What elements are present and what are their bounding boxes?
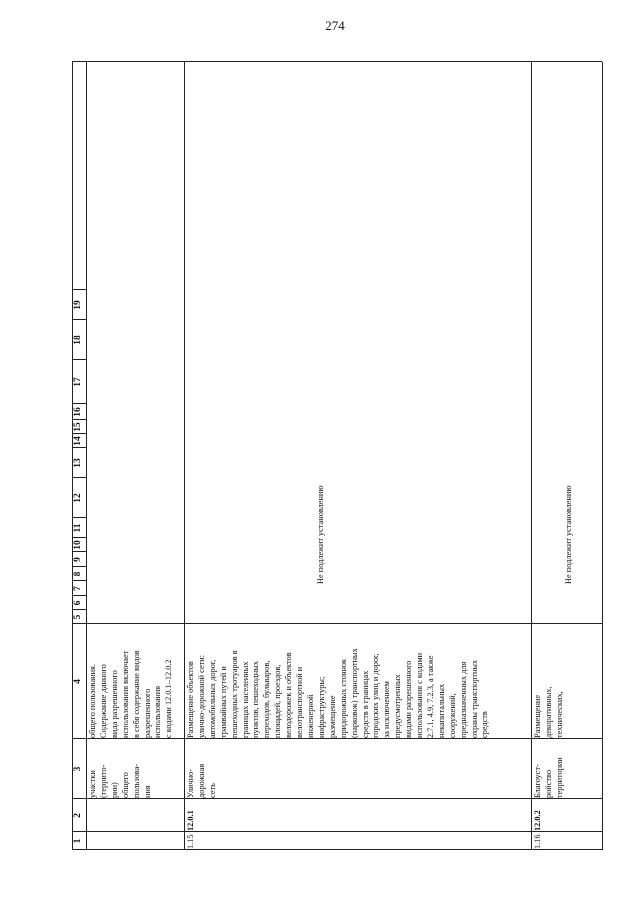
row2-note: Не подлежит установлению [564,485,573,584]
row0-col3: участки (террито- рии) общего пользова- ния [88,763,152,798]
header-number: 3 [73,766,83,772]
header-top-line [72,62,73,850]
header-number: 12 [73,493,83,503]
column-divider [72,738,602,739]
row1-col3: Улично- дорожная сеть [186,763,217,798]
header-number: 9 [73,557,83,562]
row2-col3: Благоуст- ройство территории [533,757,564,798]
header-number: 18 [73,335,83,345]
header-number: 17 [73,377,83,387]
row2-col4: Размещение декоративных, технических, [533,686,564,738]
header-number: 10 [73,540,83,550]
header-number: 1 [73,838,83,844]
row-divider [531,62,532,850]
row-divider [602,62,603,850]
row1-col4: Размещение объектов улично-дорожной сети: автомобильных дорог, трамвайных путей и пешеходных тротуаров в границах населенных пунктов, пешеходных переходов, бульваров, площадей, проездов, велодорожек и объектов велотранспортной и инженерной инфраструктуры; размещение придорожных стоянок (парковок) транспортных средств в границах городских улиц и дорог, за исключением предусмотренных видами разрешенного использования с кодами 2.7.1, 4.9, 7.2.3, а также некапитальных сооружений, предназначенных для охраны транспортных средств [186,648,490,738]
header-number: 14 [73,436,83,446]
header-number: 7 [73,586,83,591]
header-number: 15 [73,422,83,432]
column-divider [72,849,602,850]
row2-col2: 12.0.2 [533,810,542,831]
header-number: 4 [73,679,83,684]
column-divider [72,623,602,624]
page-number: 274 [325,18,345,33]
header-number: 2 [73,813,83,818]
header-number: 16 [73,407,83,417]
column-divider [72,798,602,799]
row-divider [86,62,87,850]
header-number: 5 [73,614,83,620]
column-divider [72,831,602,832]
column-divider [72,61,602,62]
row1-note: Не подлежит установлению [316,485,325,584]
header-number: 6 [73,600,83,606]
header-number: 11 [73,523,83,533]
header-number: 13 [73,458,83,468]
header-number: 8 [73,571,83,577]
row1-col2: 12.0.1 [186,810,195,831]
header-number: 19 [73,300,83,310]
rotated-table [73,62,602,850]
row2-col1: 1.16 [533,834,542,849]
row1-col1: 1.15 [186,834,195,849]
row0-col4: общего пользования. Содержание данного вида разрешенного использования включает в себя содержание видов разрешенного использования с кодами 12.0.1–12.0.2 [88,650,174,738]
row-divider [184,62,185,850]
